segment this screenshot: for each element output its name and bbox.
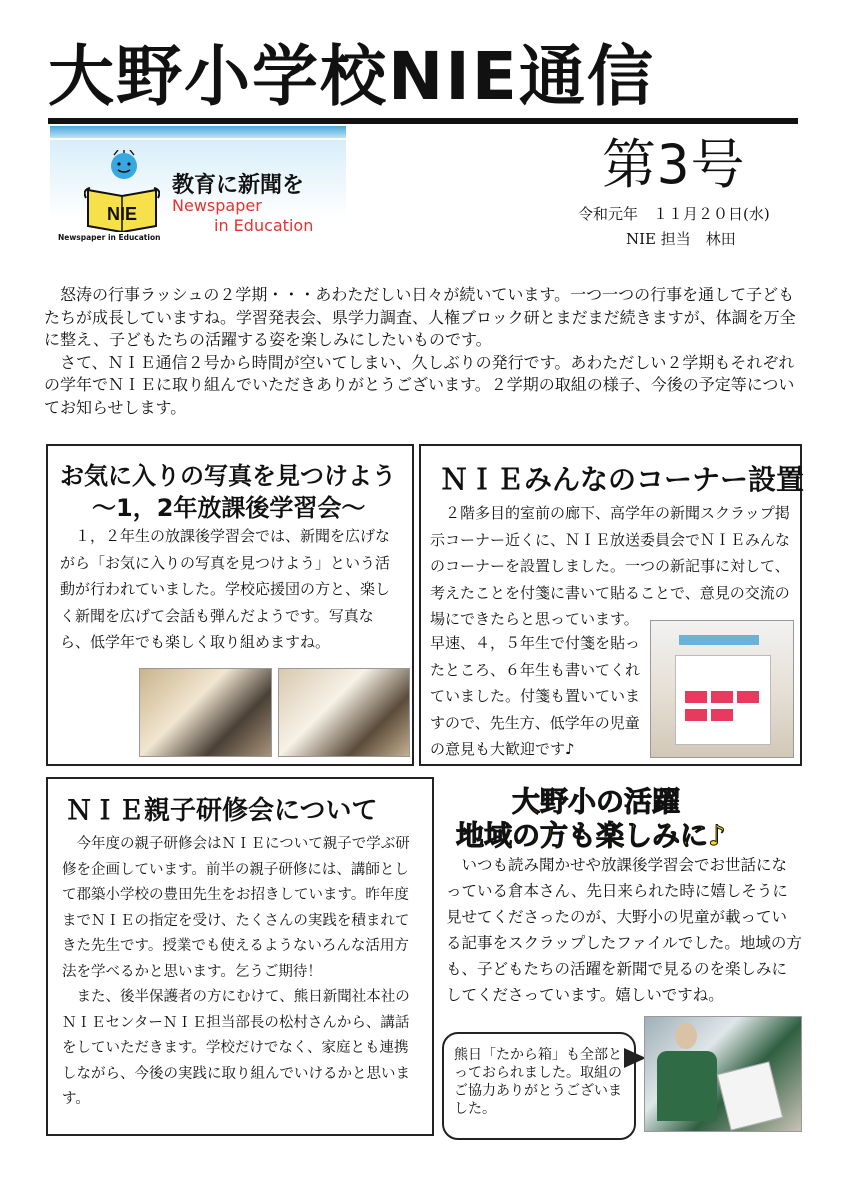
intro-paragraph-2: さて、ＮＩＥ通信２号から時間が空いてしまい、久しぶりの発行です。あわただしい２学期もそれぞれの学年でＮＩＥに取り組んでいただきありがとうございます。２学期の取組の様子、今後の予定等についてお知らせします。 bbox=[44, 352, 795, 417]
photo-study-session bbox=[278, 668, 410, 757]
tagline: 教育に新聞を bbox=[172, 173, 305, 198]
article-parent-training-p1: 今年度の親子研修会はＮＩＥについて親子で学ぶ研修を企画しています。前半の親子研修には、講師として郡築小学校の豊田先生をお招きしています。昨年度までＮＩＥの指定を受け、たくさんの実践を積まれてきた先生です。授業でも使えるようないろんな活用方法を学べるかと思います。乞うご期待！ bbox=[62, 836, 410, 980]
photo-nie-corner-board bbox=[650, 620, 794, 758]
newsletter-title: 大野小学校NIE通信 bbox=[48, 38, 655, 115]
intro-paragraph-1: 怒涛の行事ラッシュの２学期・・・あわただしい日々が続いています。一つ一つの行事を通して子どもたちが成長していますね。学習発表会、県学力調査、人権ブロック研とまだまだ続きますが、体調を万全に整え、子どもたちの活躍する姿を楽しみにしたいものです。 bbox=[44, 285, 796, 349]
article-favorite-photo-subtitle: ～1，2年放課後学習会～ bbox=[92, 494, 366, 522]
article-parent-training-title: ＮＩＥ親子研修会について bbox=[66, 796, 378, 826]
tagline-english-2: in Education bbox=[214, 216, 314, 235]
issue-date: 令和元年 １１月２０日(水) bbox=[578, 205, 770, 223]
tagline-english-1: Newspaper bbox=[172, 196, 262, 215]
staff-credit: NIE 担当 林田 bbox=[626, 230, 736, 248]
article-favorite-photo-body: １，２年生の放課後学習会では、新聞を広げながら「お気に入りの写真を見つけよう」という活動が行われていました。学校応援団の方と、楽しく新聞を広げて会話も弾んだようです。写真なら、低学年でも楽しく取り組めますね。 bbox=[60, 527, 391, 651]
header-accent-bar bbox=[50, 126, 346, 138]
photo-students-reading bbox=[139, 668, 272, 757]
article-parent-training-p2: また、後半保護者の方にむけて、熊日新聞社本社のＮＩＥセンターＮＩＥ担当部長の松村さんから、講話をしていただきます。学校だけでなく、家庭とも連携しながら、今後の実践に取り組んでいけるかと思います。 bbox=[62, 989, 410, 1107]
article-nie-corner-body: ２階多目的室前の廊下、高学年の新聞スクラップ掲示コーナー近くに、ＮＩＥ放送委員会でＮＩＥみんなのコーナーを設置しました。一つの新記事に対して、考えたことを付箋に書いて貼ることで、意見の交流の場にできたらと思っています。 bbox=[430, 504, 791, 628]
logo-text: NIE bbox=[106, 204, 138, 224]
logo-caption: Newspaper in Education bbox=[58, 233, 161, 242]
article-nie-corner-body-side: 早速、４，５年生で付箋を貼ったところ、６年生も書いてくれていました。付箋も置いていますので、先生方、低学年の児童の意見も大歓迎です♪ bbox=[430, 634, 641, 758]
speech-bubble-tail bbox=[624, 1048, 646, 1068]
intro-text bbox=[44, 284, 804, 419]
article-parent-training-body bbox=[62, 832, 422, 1113]
speech-bubble-text: 熊日「たから箱」も全部とっておられました。取組のご協力ありがとうございました。 bbox=[454, 1047, 622, 1117]
photo-community-member bbox=[644, 1016, 802, 1132]
article-community-subtitle: 地域の方も楽しみに♪ bbox=[456, 819, 726, 852]
article-community-title: 大野小の活躍 bbox=[512, 785, 681, 818]
article-community-body: いつも読み聞かせや放課後学習会でお世話になっている倉本さん、先日来られた時に嬉しそうに見せてくださったのが、大野小の児童が載っている記事をスクラップしたファイルでした。地域の方も、子どもたちの活躍を新聞で見るのを楽しみにしてくださっています。嬉しいですね。 bbox=[446, 856, 802, 1004]
nie-logo-icon bbox=[84, 150, 160, 232]
article-favorite-photo-title: お気に入りの写真を見つけよう bbox=[60, 462, 396, 490]
title-rule bbox=[48, 118, 798, 124]
article-nie-corner-title: ＮＩＥみんなのコーナー設置 bbox=[440, 463, 805, 496]
issue-number: 第3号 bbox=[602, 133, 746, 196]
